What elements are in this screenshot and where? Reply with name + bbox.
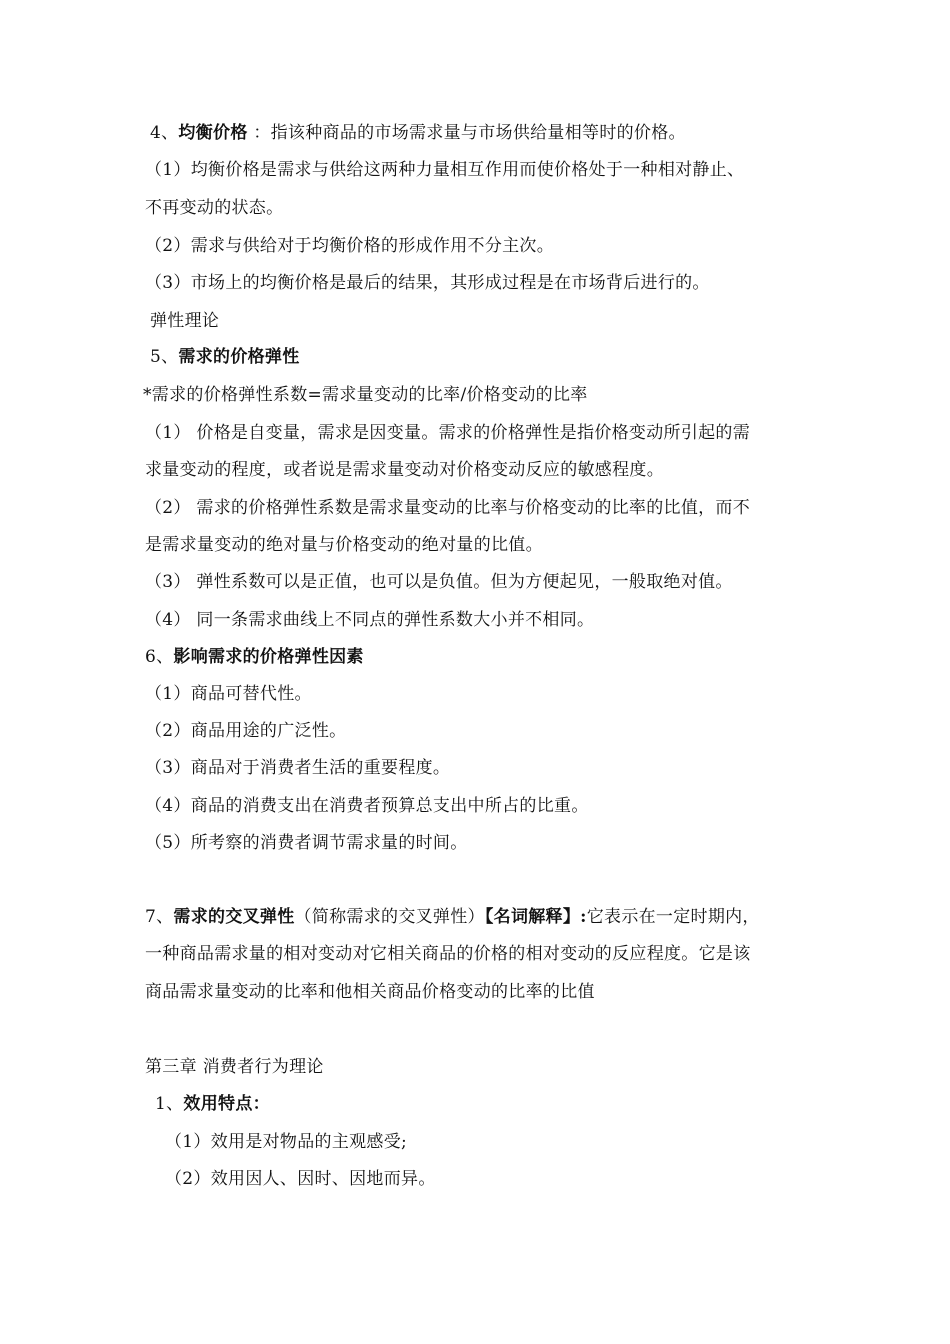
heading-elasticity-factors	[145, 646, 364, 668]
heading-utility-features	[155, 1093, 270, 1115]
item-number: 4、	[150, 123, 179, 143]
formula-line: *需求的价格弹性系数=需求量变动的比率/价格变动的比率	[143, 385, 588, 405]
term: 需求的交叉弹性	[173, 907, 295, 927]
paragraph-line: （3） 弹性系数可以是正值，也可以是负值。但为方便起见，一般取绝对值。	[145, 572, 733, 592]
paragraph-line: （2） 需求的价格弹性系数是需求量变动的比率与价格变动的比率的比值，而不	[145, 498, 751, 518]
heading-equilibrium-price	[150, 122, 686, 144]
list-item: （4）商品的消费支出在消费者预算总支出中所占的比重。	[145, 796, 589, 816]
term: 需求的价格弹性	[178, 347, 300, 367]
item-number: 6、	[145, 647, 174, 667]
list-item: （1）效用是对物品的主观感受;	[165, 1132, 408, 1152]
list-item: （1）商品可替代性。	[145, 684, 312, 704]
chapter-title: 第三章 消费者行为理论	[145, 1057, 324, 1077]
term: 影响需求的价格弹性因素	[173, 647, 364, 667]
heading-price-elasticity	[150, 346, 300, 368]
term: 均衡价格	[178, 123, 248, 143]
list-item: （2）商品用途的广泛性。	[145, 721, 347, 741]
section-title: 弹性理论	[150, 311, 220, 331]
item-number: 1、	[155, 1094, 184, 1114]
alias: （简称需求的交叉弹性）	[294, 907, 485, 927]
paragraph-line: 商品需求量变动的比率和他相关商品价格变动的比率的比值	[145, 982, 595, 1002]
term-tag: 【名词解释】:	[484, 907, 587, 927]
paragraph-line: （2）需求与供给对于均衡价格的形成作用不分主次。	[145, 236, 555, 256]
definition: 它表示在一定时期内，	[586, 907, 760, 927]
paragraph-line: 一种商品需求量的相对变动对它相关商品的价格的相对变动的反应程度。它是该	[145, 944, 751, 964]
paragraph-line: （1） 价格是自变量，需求是因变量。需求的价格弹性是指价格变动所引起的需	[145, 423, 751, 443]
list-item: （2）效用因人、因时、因地而异。	[165, 1169, 436, 1189]
paragraph-line: （4） 同一条需求曲线上不同点的弹性系数大小并不相同。	[145, 610, 595, 630]
paragraph-line: 不再变动的状态。	[145, 198, 284, 218]
item-number: 5、	[150, 347, 179, 367]
list-item: （3）商品对于消费者生活的重要程度。	[145, 758, 451, 778]
paragraph-line: 求量变动的程度，或者说是需求量变动对价格变动反应的敏感程度。	[145, 460, 664, 480]
item-number: 7、	[145, 907, 174, 927]
term: 效用特点：	[183, 1094, 270, 1114]
paragraph-line: 是需求量变动的绝对量与价格变动的绝对量的比值。	[145, 535, 543, 555]
heading-cross-elasticity	[145, 906, 760, 928]
definition: ：指该种商品的市场需求量与市场供给量相等时的价格。	[247, 123, 686, 143]
list-item: （5）所考察的消费者调节需求量的时间。	[145, 833, 468, 853]
paragraph-line: （3）市场上的均衡价格是最后的结果，其形成过程是在市场背后进行的。	[145, 273, 710, 293]
paragraph-line: （1）均衡价格是需求与供给这两种力量相互作用而使价格处于一种相对静止、	[145, 160, 745, 180]
